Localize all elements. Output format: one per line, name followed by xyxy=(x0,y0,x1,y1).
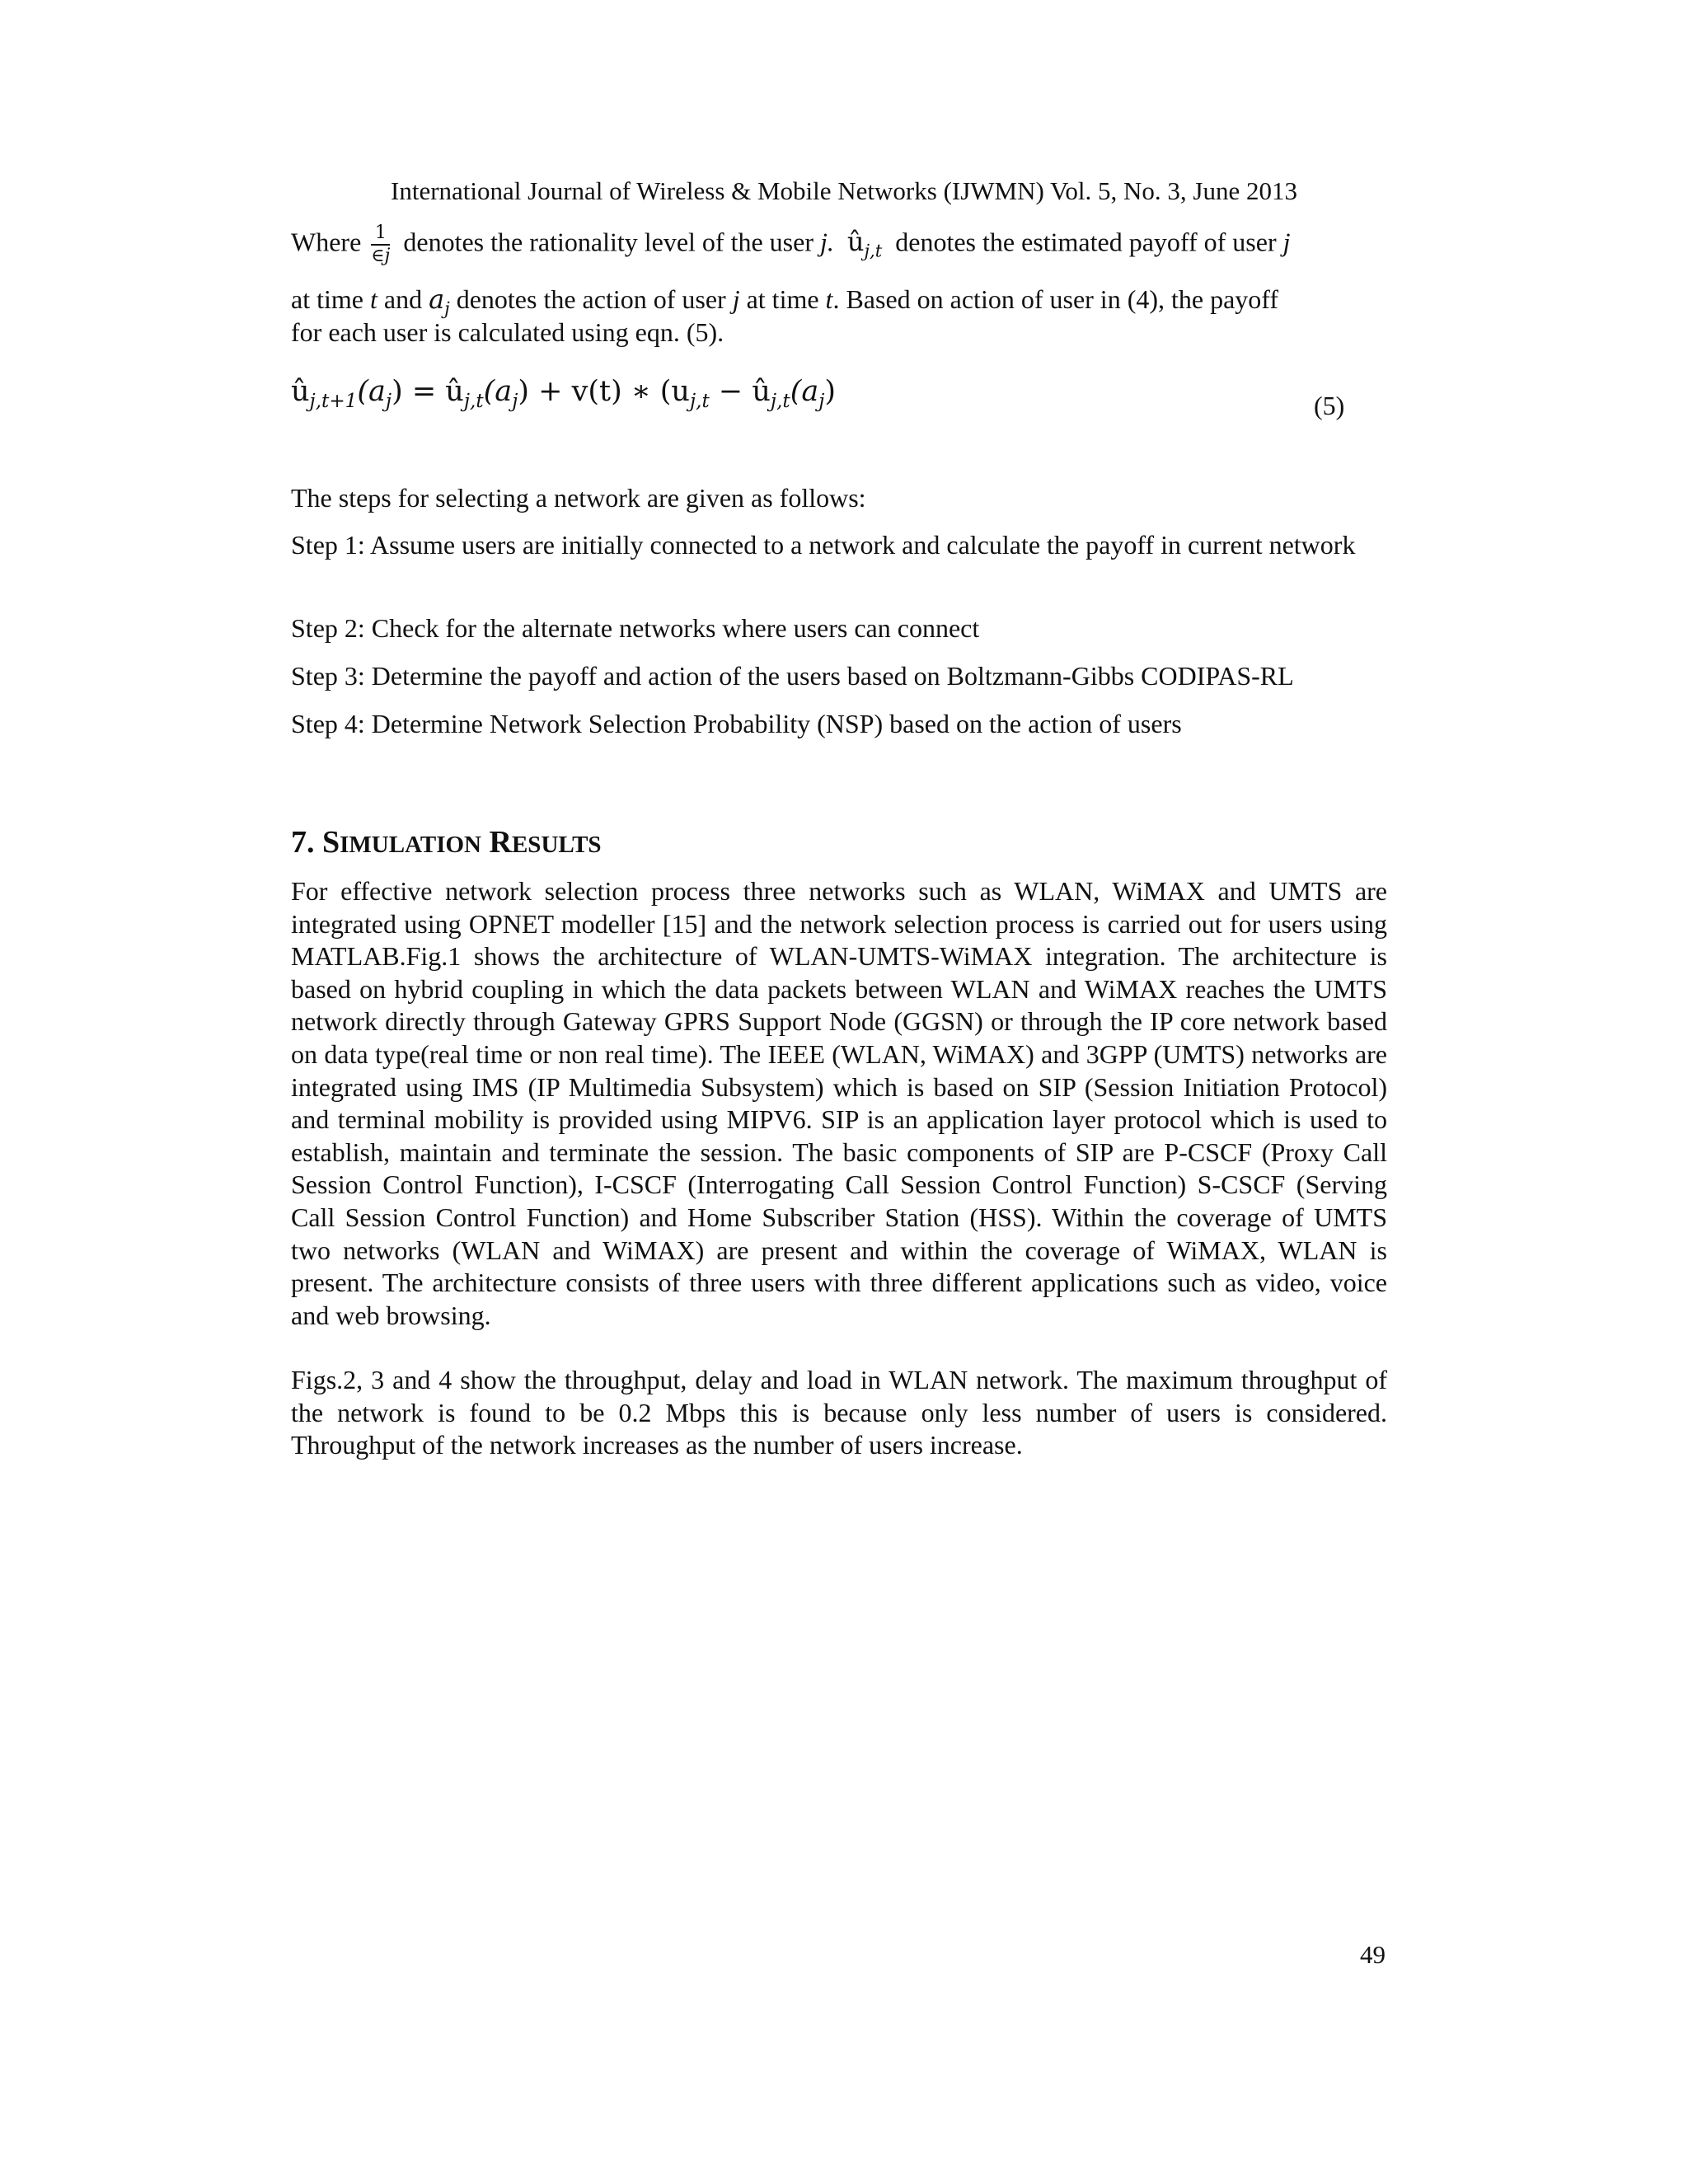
equation-5 xyxy=(291,371,836,412)
eq-part-2: (a xyxy=(483,375,513,408)
page-number: 49 xyxy=(1360,1940,1386,1969)
running-header: International Journal of Wireless & Mobile Networks (IJWMN) Vol. 5, No. 3, June 2013 xyxy=(391,176,1297,205)
section-number: 7. xyxy=(291,825,315,860)
section-word-2-rest: ESULTS xyxy=(511,832,602,858)
eq-part-6: ) xyxy=(824,375,837,408)
eq-part-1-sub: j,t xyxy=(463,391,484,413)
fraction-numerator: 1 xyxy=(371,224,390,246)
eq-part-1: ) = û xyxy=(392,375,464,408)
intro-var-j: j. xyxy=(819,227,834,257)
intro-line-2 xyxy=(291,283,1279,319)
intro-text-4: and xyxy=(383,284,423,314)
section-heading xyxy=(291,823,602,865)
intro-text-5: denotes the action of user xyxy=(456,284,726,314)
fraction-denominator: ∈j xyxy=(371,246,391,266)
intro-text-7: . Based on action of user in (4), the payoff xyxy=(832,284,1279,314)
intro-var-j-2: j xyxy=(1282,227,1291,257)
paragraph-1: For effective network selection process three networks such as WLAN, WiMAX and UMTS are integrated using OPNET modeller [15] and the network selection process is carried out for users using MATLAB.Fig.1 shows the architecture of WLAN-UMTS-WiMAX integration. The architecture is based on hybrid coupling in which the data packets between WLAN and WiMAX reaches the UMTS network directly through Gateway GPRS Support Node (GGSN) or through the IP core network based on data type(real time or non real time). The IEEE (WLAN, WiMAX) and 3GPP (UMTS) networks are integrated using IMS (IP Multimedia Subsystem) which is based on SIP (Session Initiation Protocol) and terminal mobility is provided using MIPV6. SIP is an application layer protocol which is used to establish, maintain and terminate the session. The basic components of SIP are P-CSCF (Proxy Call Session Control Function), I-CSCF (Interrogating Call Session Control Function) S-CSCF (Serving Call Session Control Function) and Home Subscriber Station (HSS). Within the coverage of UMTS two networks (WLAN and WiMAX) are present and within the coverage of WiMAX, WLAN is present. The architecture consists of three users with three different applications such as video, voice and web browsing. xyxy=(291,876,1387,1330)
rationality-fraction xyxy=(371,224,390,265)
intro-line-1 xyxy=(291,224,1291,265)
intro-line-3: for each user is calculated using eqn. (5). xyxy=(291,317,724,347)
eq-part-5-sub: j xyxy=(818,391,825,413)
intro-text-2: denotes the estimated payoff of user xyxy=(895,227,1277,257)
eq-lhs-sub: j,t+1 xyxy=(309,391,358,413)
action-subscript: j xyxy=(444,298,450,319)
section-word-1-initial: S xyxy=(322,825,340,860)
intro-where: Where xyxy=(291,227,362,257)
paragraph-2: Figs.2, 3 and 4 show the throughput, delay and load in WLAN network. The maximum throughput of the network is found to be 0.2 Mbps this is because only less number of users is considered. Throughput of the network increases as the number of users increase. xyxy=(291,1365,1387,1460)
intro-var-t-2: t xyxy=(825,284,833,314)
eq-part-5: (a xyxy=(790,375,819,408)
intro-var-j-3: j xyxy=(732,284,740,314)
uhat-subscript: j,t xyxy=(864,240,883,261)
intro-uhat xyxy=(846,226,883,261)
intro-action-var xyxy=(429,284,450,319)
eq-lhs-arg-sub: j xyxy=(385,391,392,413)
eq-part-4: − û xyxy=(709,375,771,408)
eq-part-2-sub: j xyxy=(512,391,518,413)
eq-part-3: ) + v(t) ∗ (u xyxy=(518,375,690,408)
step-2: Step 2: Check for the alternate networks where users can connect xyxy=(291,613,980,643)
eq-part-4-sub: j,t xyxy=(770,391,790,413)
eq-lhs: û xyxy=(291,375,310,408)
intro-text-1: denotes the rationality level of the user xyxy=(403,227,814,257)
eq-part-3-sub: j,t xyxy=(689,391,710,413)
intro-var-t: t xyxy=(369,284,377,314)
eq-lhs-arg: (a xyxy=(357,375,386,408)
steps-intro: The steps for selecting a network are given as follows: xyxy=(291,483,866,513)
action-symbol: a xyxy=(429,284,445,315)
step-4: Step 4: Determine Network Selection Probability (NSP) based on the action of users xyxy=(291,709,1182,738)
intro-text-6: at time xyxy=(746,284,819,314)
section-word-1-rest: IMULATION xyxy=(340,832,482,858)
section-word-2-initial: R xyxy=(489,825,512,860)
step-1: Step 1: Assume users are initially connected to a network and calculate the payoff in current network xyxy=(291,530,1356,560)
uhat-symbol: û xyxy=(846,226,865,258)
intro-text-3: at time xyxy=(291,284,363,314)
step-3: Step 3: Determine the payoff and action of the users based on Boltzmann-Gibbs CODIPAS-RL xyxy=(291,661,1294,691)
equation-number: (5) xyxy=(1314,391,1345,420)
